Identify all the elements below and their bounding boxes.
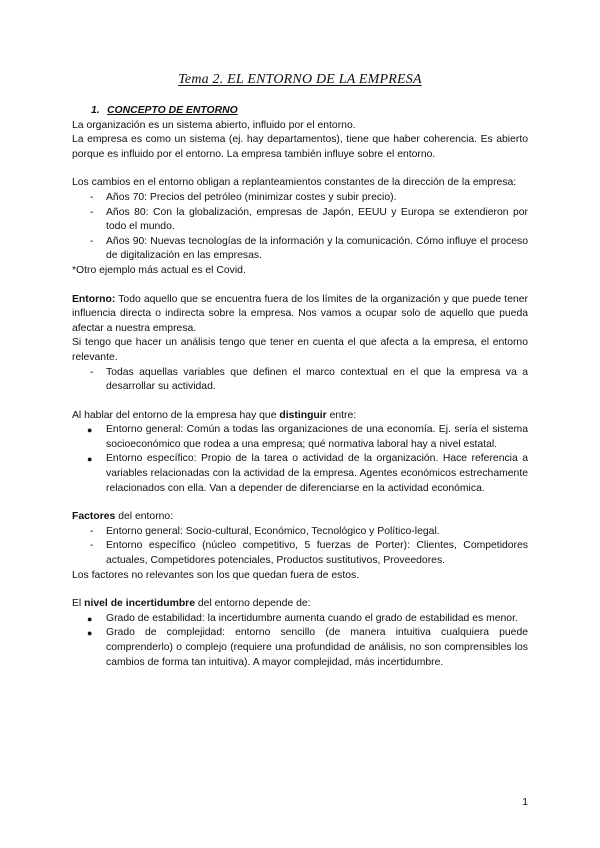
section-heading xyxy=(91,104,528,119)
paragraph-sistema: La empresa es como un sistema (ej. hay departamentos), tiene que haber coherencia. Es abierto porque es influido por el entorno. La empresa también influye sobre el entorno. xyxy=(72,134,528,160)
distinguir-post: entre: xyxy=(326,409,357,421)
paragraph-distinguir xyxy=(72,409,528,424)
list-item: ● Entorno general: Común a todas las organizaciones de una economía. Ej. sería el sistema socioeconómico que rodea a una empresa; qué normativa laboral hay a nivel estatal. xyxy=(72,423,528,452)
variables-list xyxy=(72,366,528,395)
list-item: - Entorno específico (núcleo competitivo, 5 fuerzas de Porter): Clientes, Competidores actuales, Competidores potenciales, Productos sustitutivos, Proveedores. xyxy=(72,539,528,568)
section-label: CONCEPTO DE ENTORNO xyxy=(107,105,238,116)
section-number: 1. xyxy=(91,105,100,116)
paragraph-no-relevantes: Los factores no relevantes son los que quedan fuera de estos. xyxy=(72,569,360,581)
incert-post: del entorno depende de: xyxy=(195,598,311,610)
incert-pre: El xyxy=(72,598,85,610)
page-number: 1 xyxy=(522,797,528,808)
document-page xyxy=(72,0,528,848)
list-item: ● Grado de complejidad: entorno sencillo (de manera intuitiva cualquiera puede comprenderlo) o complejo (requiere una profundidad de análisis, no son comprensibles los cambios de forma tan intuitiva). A mayor complejidad, más incertidumbre. xyxy=(72,626,528,670)
distinguir-pre: Al hablar del entorno de la empresa hay que xyxy=(72,409,280,421)
paragraph-covid-note: *Otro ejemplo más actual es el Covid. xyxy=(72,264,246,276)
distinguir-bold: distinguir xyxy=(279,409,327,421)
list-item: - Años 70: Precios del petróleo (minimizar costes y subir precio). xyxy=(72,191,528,206)
factores-post: del entorno: xyxy=(115,511,174,523)
list-item: - Entorno general: Socio-cultural, Económico, Tecnológico y Político-legal. xyxy=(72,525,528,540)
list-item: - Años 80: Con la globalización, empresas de Japón, EEUU y Europa se extendieron por todo el mundo. xyxy=(72,206,528,235)
tipos-entorno-list xyxy=(72,423,528,496)
paragraph-incertidumbre xyxy=(72,597,528,612)
definition-entorno: Todo aquello que se encuentra fuera de los límites de la organización y que puede tener influencia directa o indirecta sobre la empresa. Nos vamos a ocupar solo de aquello que pueda afectar a nuestra empresa. xyxy=(72,293,528,334)
incertidumbre-list xyxy=(72,612,528,670)
paragraph-entorno-relevante: Si tengo que hacer un análisis tengo que tener en cuenta el que afecta a la empresa, el entorno relevante. xyxy=(72,337,528,363)
list-item: ● Grado de estabilidad: la incertidumbre aumenta cuando el grado de estabilidad es menor. xyxy=(72,612,528,627)
list-item: ● Entorno específico: Propio de la tarea o actividad de la organización. Hace referencia a variables relacionadas con la actividad de la empresa. Agentes económicos estrechamente relacionados con ella. Van a depender de diferenciarse en la actividad económica. xyxy=(72,452,528,496)
incert-bold: nivel de incertidumbre xyxy=(84,598,196,610)
list-item: - Todas aquellas variables que definen el marco contextual en el que la empresa va a desarrollar su actividad. xyxy=(72,366,528,395)
document-body xyxy=(72,104,528,670)
factores-list xyxy=(72,525,528,569)
paragraph-entorno-definition xyxy=(72,293,528,337)
cambios-list xyxy=(72,191,528,264)
term-entorno: Entorno: xyxy=(72,293,116,305)
page-title: Tema 2. EL ENTORNO DE LA EMPRESA xyxy=(178,72,422,87)
factores-bold: Factores xyxy=(72,511,116,523)
paragraph-factores xyxy=(72,510,528,525)
paragraph-cambios: Los cambios en el entorno obligan a replanteamientos constantes de la dirección de la empresa: xyxy=(72,177,517,189)
list-item: - Años 90: Nuevas tecnologías de la información y la comunicación. Cómo influye el proceso de digitalización en las empresas. xyxy=(72,235,528,264)
paragraph-organizacion: La organización es un sistema abierto, influido por el entorno. xyxy=(72,119,356,131)
